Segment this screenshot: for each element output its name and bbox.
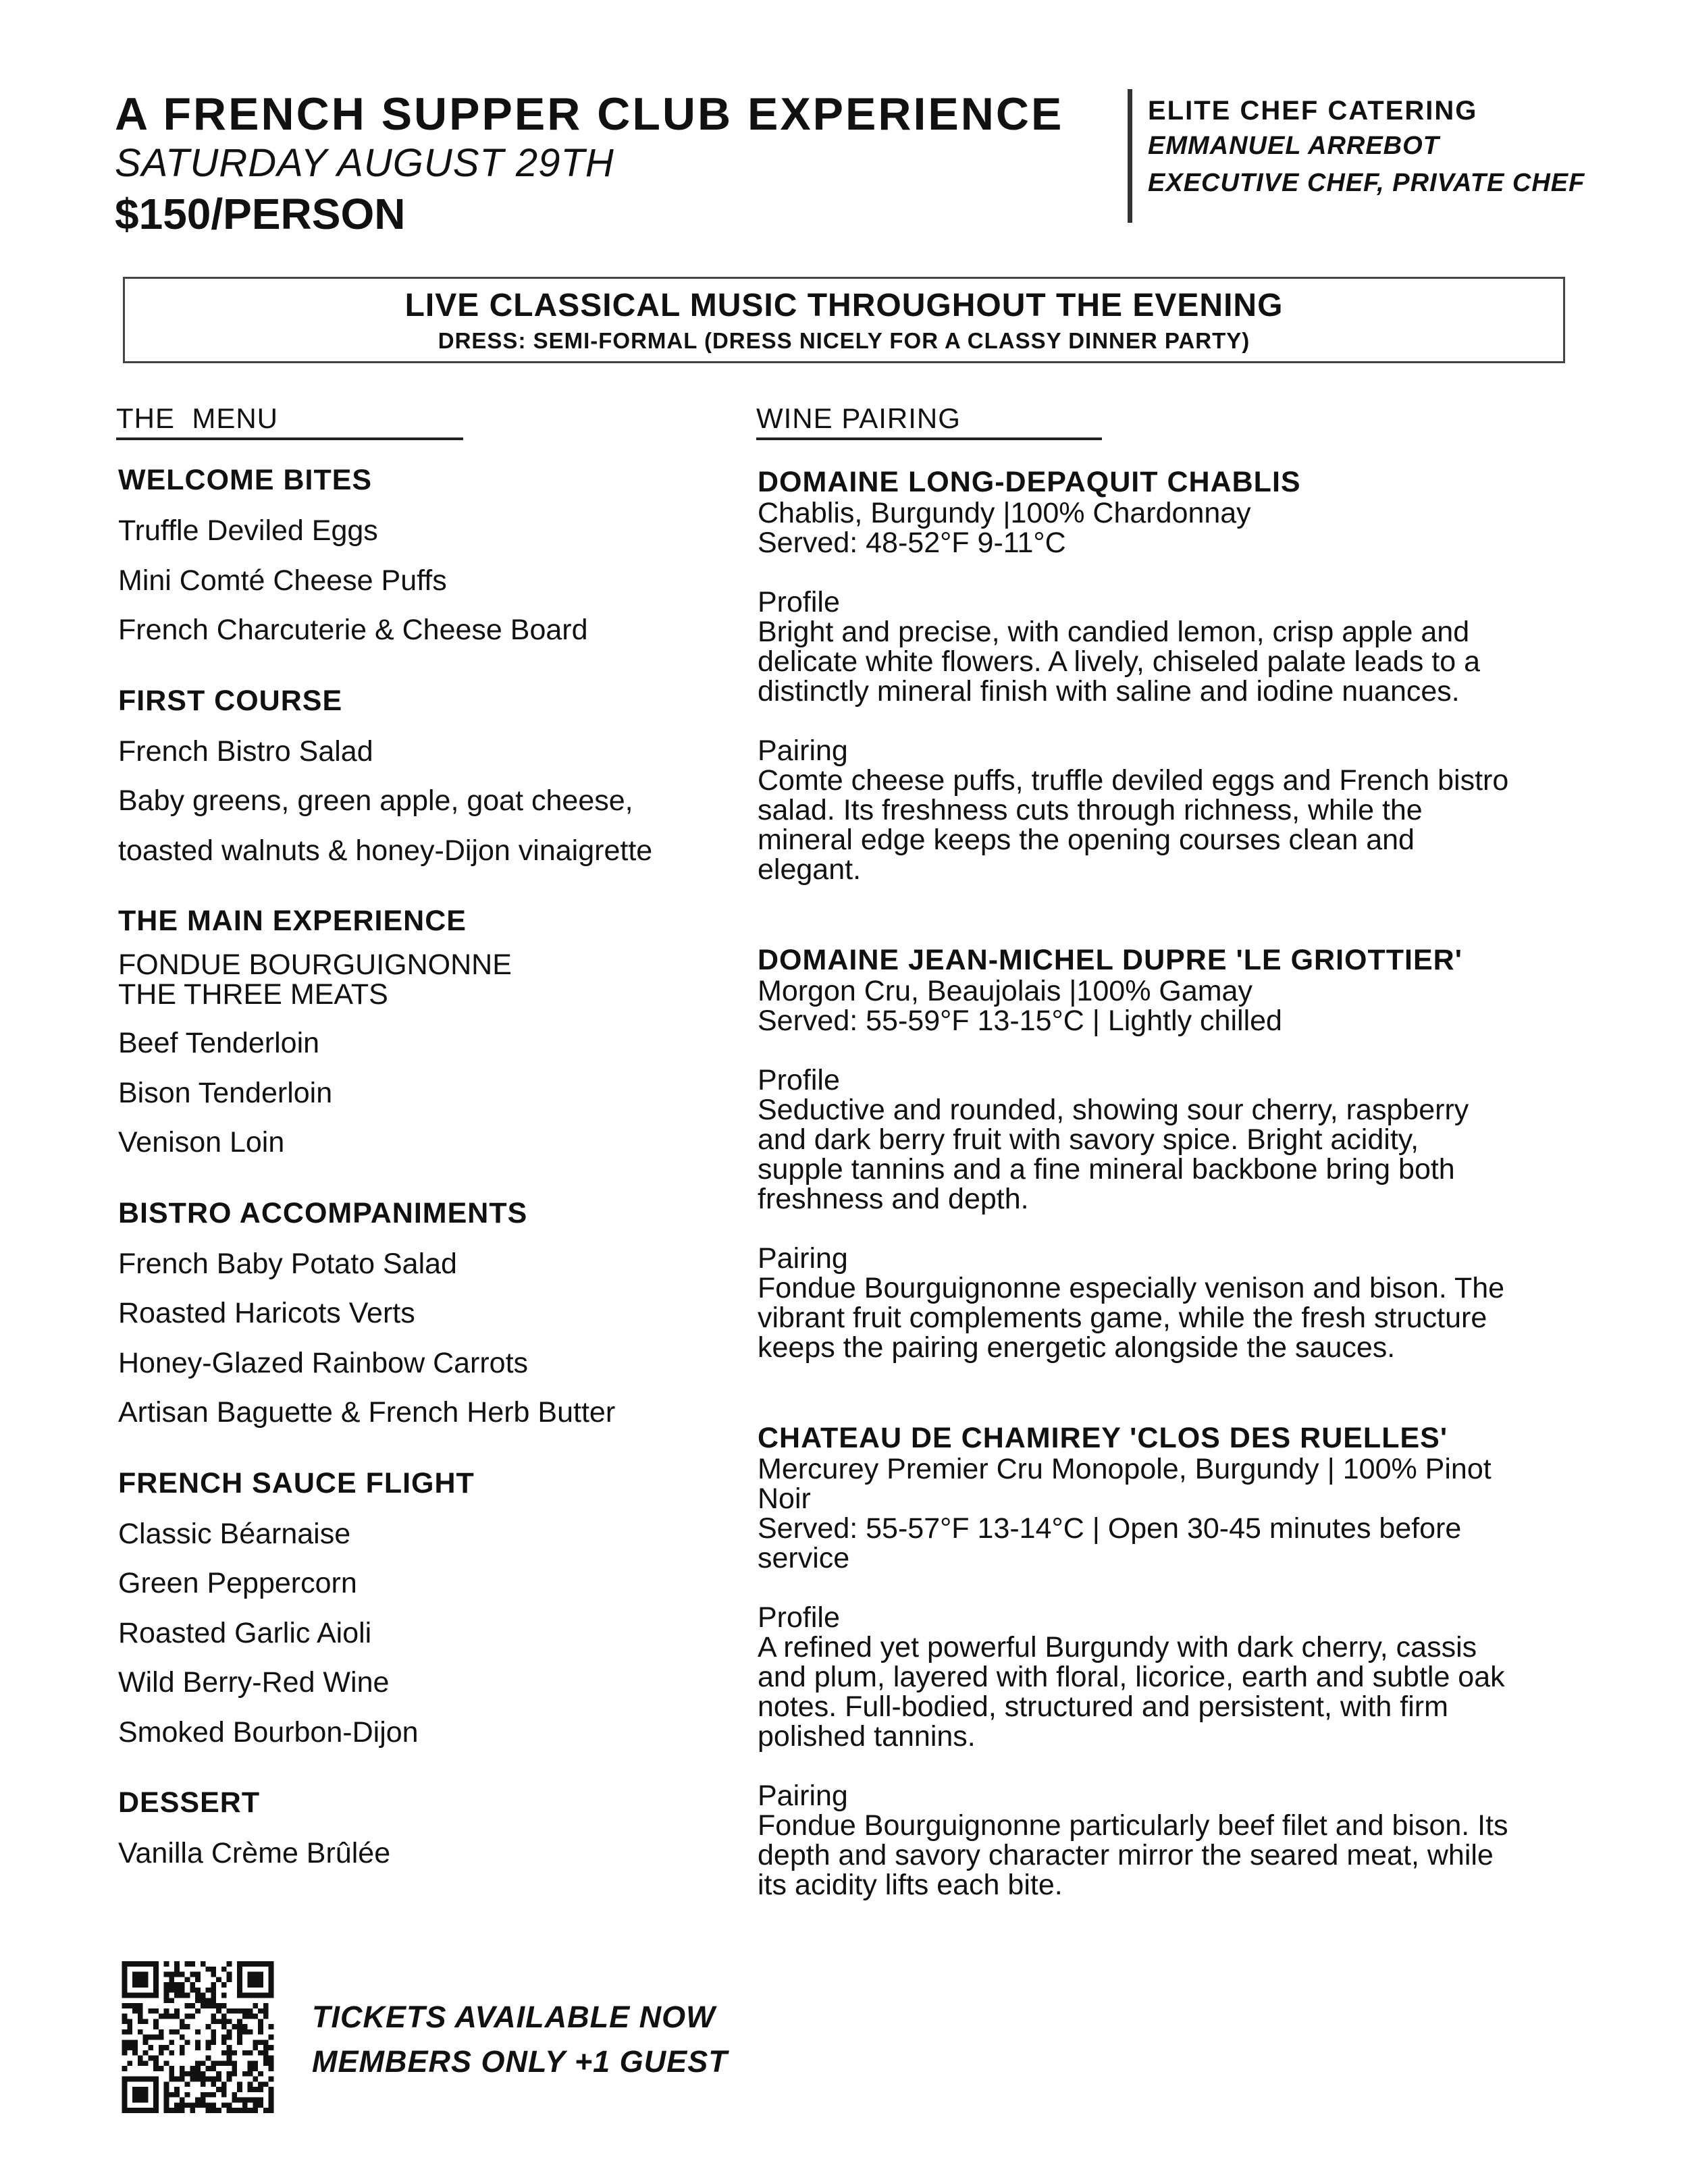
menu-item: Roasted Haricots Verts	[118, 1297, 415, 1329]
menu-section-accompaniments	[118, 1192, 726, 1438]
profile-line: and dark berry fruit with savory spice. Bright acidity,	[758, 1123, 1419, 1156]
menu-item: Classic Béarnaise	[118, 1517, 351, 1550]
menu-item: Artisan Baguette & French Herb Butter	[118, 1396, 616, 1429]
chef-info	[1148, 96, 1585, 198]
wine-served: Served: 55-59°F 13-15°C | Lightly chilled	[758, 1005, 1282, 1037]
wine-name: CHATEAU DE CHAMIREY 'CLOS DES RUELLES'	[758, 1422, 1448, 1454]
section-title: FRENCH SAUCE FLIGHT	[118, 1466, 475, 1499]
menu-section-main	[118, 900, 726, 1168]
profile-line: Seductive and rounded, showing sour cherry, raspberry	[758, 1094, 1469, 1126]
wine-origin: Noir	[758, 1483, 811, 1515]
pairing-line: salad. Its freshness cuts through richness, while the	[758, 794, 1423, 826]
wine-entry	[758, 466, 1595, 884]
ticket-info	[312, 1995, 728, 2084]
menu-column	[118, 459, 726, 1903]
profile-line: and plum, layered with floral, licorice, earth and subtle oak	[758, 1661, 1505, 1693]
menu-item: Beef Tenderloin	[118, 1027, 320, 1059]
pairing-line: Comte cheese puffs, truffle deviled eggs and French bistro	[758, 764, 1509, 797]
section-title: THE MAIN EXPERIENCE	[118, 905, 467, 937]
wine-name: DOMAINE JEAN-MICHEL DUPRE 'LE GRIOTTIER'	[758, 944, 1462, 976]
profile-line: polished tannins.	[758, 1720, 976, 1753]
event-date: SATURDAY AUGUST 29TH	[115, 141, 614, 185]
qr-code-icon[interactable]	[120, 1961, 275, 2113]
main-subtitle-line: THE THREE MEATS	[118, 978, 388, 1011]
section-title: WELCOME BITES	[118, 464, 373, 496]
section-title: FIRST COURSE	[118, 684, 343, 717]
menu-item: Green Peppercorn	[118, 1567, 357, 1599]
section-title: BISTRO ACCOMPANIMENTS	[118, 1196, 528, 1229]
main-subtitle	[118, 950, 726, 1009]
menu-item: toasted walnuts & honey-Dijon vinaigrette	[118, 834, 653, 867]
pairing-line: keeps the pairing energetic alongside the sauces.	[758, 1331, 1396, 1364]
section-title: DESSERT	[118, 1786, 261, 1819]
pairing-line: Fondue Bourguignonne particularly beef filet and bison. Its	[758, 1809, 1508, 1842]
banner-music: LIVE CLASSICAL MUSIC THROUGHOUT THE EVENING	[404, 288, 1284, 323]
main-subtitle-line: FONDUE BOURGUIGNONNE	[118, 949, 512, 981]
tickets-available: TICKETS AVAILABLE NOW	[312, 2000, 716, 2034]
menu-item: French Charcuterie & Cheese Board	[118, 614, 588, 646]
menu-section-sauces	[118, 1462, 726, 1758]
pairing-label: Pairing	[758, 1780, 848, 1812]
pairing-line: vibrant fruit complements game, while the fresh structure	[758, 1302, 1487, 1334]
pairing-line: mineral edge keeps the opening courses clean and	[758, 824, 1415, 856]
wine-served: Served: 48-52°F 9-11°C	[758, 527, 1066, 559]
wine-served: service	[758, 1542, 850, 1574]
chef-title: EXECUTIVE CHEF, PRIVATE CHEF	[1148, 169, 1585, 197]
profile-label: Profile	[758, 1064, 840, 1096]
profile-line: notes. Full-bodied, structured and persistent, with firm	[758, 1690, 1448, 1723]
profile-line: Bright and precise, with candied lemon, crisp apple and	[758, 616, 1470, 648]
wine-origin: Chablis, Burgundy |100% Chardonnay	[758, 497, 1251, 529]
profile-line: A refined yet powerful Burgundy with dark cherry, cassis	[758, 1631, 1477, 1663]
wine-entry	[758, 1422, 1595, 1900]
menu-item: Wild Berry-Red Wine	[118, 1666, 390, 1699]
header-divider	[1128, 89, 1132, 223]
pairing-line: Fondue Bourguignonne especially venison and bison. The	[758, 1272, 1505, 1304]
pairing-line: its acidity lifts each bite.	[758, 1869, 1063, 1901]
menu-item: Baby greens, green apple, goat cheese,	[118, 784, 633, 817]
menu-item: Honey-Glazed Rainbow Carrots	[118, 1346, 529, 1379]
wine-origin: Mercurey Premier Cru Monopole, Burgundy | 100% Pinot	[758, 1453, 1492, 1485]
profile-line: distinctly mineral finish with saline and iodine nuances.	[758, 675, 1460, 708]
event-title: A FRENCH SUPPER CLUB EXPERIENCE	[115, 88, 1064, 140]
menu-item: French Baby Potato Salad	[118, 1247, 457, 1280]
wine-name: DOMAINE LONG-DEPAQUIT CHABLIS	[758, 466, 1301, 498]
menu-item: Roasted Garlic Aioli	[118, 1616, 372, 1649]
chef-name: EMMANUEL ARREBOT	[1148, 132, 1440, 160]
pairing-label: Pairing	[758, 735, 848, 767]
wine-column	[758, 466, 1595, 1900]
pairing-line: elegant.	[758, 853, 862, 886]
profile-line: supple tannins and a fine mineral backbone bring both	[758, 1153, 1455, 1186]
event-price: $150/PERSON	[115, 190, 406, 238]
members-only: MEMBERS ONLY +1 GUEST	[312, 2044, 728, 2079]
menu-item: Smoked Bourbon-Dijon	[118, 1715, 419, 1749]
menu-item: French Bistro Salad	[118, 735, 373, 768]
banner-dress-code: DRESS: SEMI-FORMAL (DRESS NICELY FOR A CLASSY DINNER PARTY)	[438, 328, 1250, 353]
menu-item: Vanilla Crème Brûlée	[118, 1837, 391, 1869]
info-banner	[123, 277, 1565, 363]
menu-item: Bison Tenderloin	[118, 1076, 333, 1109]
wine-origin: Morgon Cru, Beaujolais |100% Gamay	[758, 975, 1252, 1007]
menu-item: Venison Loin	[118, 1126, 285, 1158]
menu-section-welcome	[118, 459, 726, 656]
profile-line: delicate white flowers. A lively, chiseled palate leads to a	[758, 645, 1481, 678]
profile-label: Profile	[758, 1601, 840, 1634]
menu-section-first-course	[118, 680, 726, 876]
pairing-line: depth and savory character mirror the seared meat, while	[758, 1839, 1494, 1871]
menu-item: Mini Comté Cheese Puffs	[118, 564, 447, 597]
profile-line: freshness and depth.	[758, 1183, 1029, 1215]
wine-served: Served: 55-57°F 13-14°C | Open 30-45 minutes before	[758, 1512, 1462, 1545]
menu-item: Truffle Deviled Eggs	[118, 514, 378, 547]
wine-entry	[758, 944, 1595, 1362]
wine-heading: WINE PAIRING	[756, 402, 1102, 440]
company-name: ELITE CHEF CATERING	[1148, 96, 1478, 126]
profile-label: Profile	[758, 586, 840, 618]
pairing-label: Pairing	[758, 1242, 848, 1275]
menu-heading: THE MENU	[116, 402, 463, 440]
menu-section-dessert	[118, 1782, 726, 1879]
